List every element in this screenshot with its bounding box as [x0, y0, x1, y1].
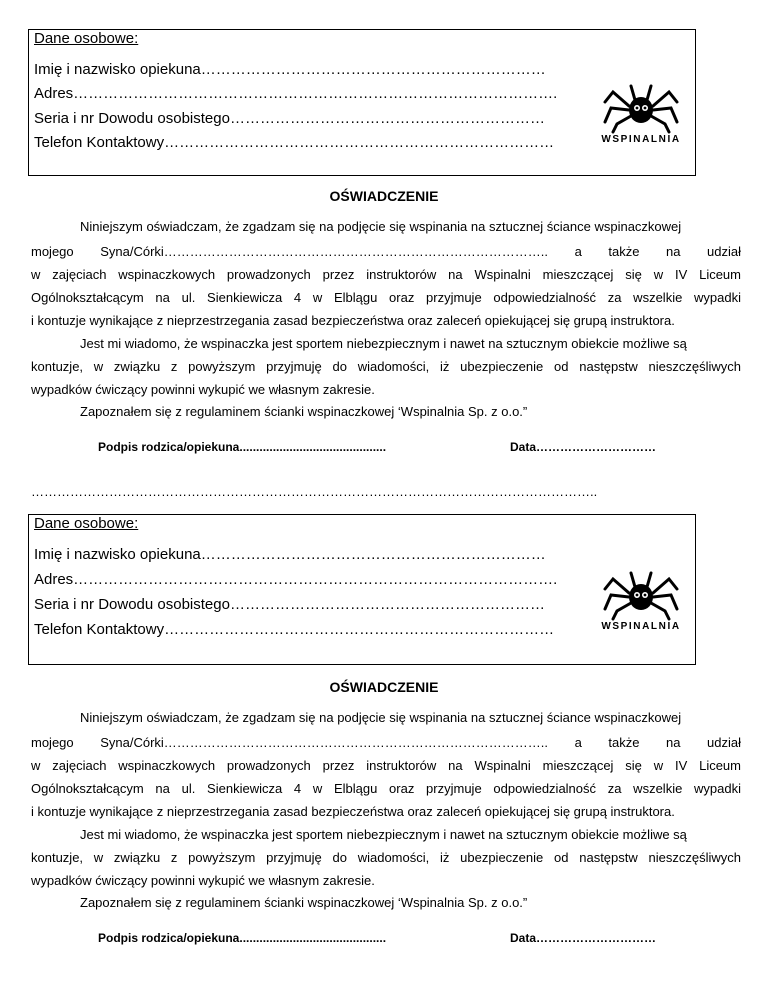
personal-data-header: Dane osobowe:: [34, 30, 139, 47]
guardian-name-field[interactable]: Imię i nazwisko opiekuna……………………………………………………………: [34, 546, 546, 563]
date-field[interactable]: Data…………………………: [510, 931, 657, 945]
parent-signature-field[interactable]: Podpis rodzica/opiekuna............................................: [98, 931, 387, 945]
statement-line: Jest mi wiadomo, że wspinaczka jest sportem niebezpiecznym i nawet na sztucznym obiekcie możliwe są: [80, 827, 687, 842]
statement-line: kontuzje, w związku z powyższym przyjmuję do wiadomości, iż ubezpieczenie od następstw nieszczęśliwych: [31, 850, 741, 865]
regulations-line: Zapoznałem się z regulaminem ścianki wspinaczkowej ‘Wspinalnia Sp. z o.o.”: [80, 404, 528, 419]
statement-line: Ogólnokształcącym na ul. Sienkiewicza 4 w Elblągu oraz przyjmuje odpowiedzialność za wszelkie wypadki: [31, 290, 741, 305]
statement-line: mojego Syna/Córki…………………………………………………………………………….. a także na udział: [31, 735, 741, 750]
regulations-line: Zapoznałem się z regulaminem ścianki wspinaczkowej ‘Wspinalnia Sp. z o.o.”: [80, 895, 528, 910]
logo-text: WSPINALNIA: [601, 134, 681, 145]
spider-icon: [591, 565, 691, 621]
cut-line: …………………………………………………………………………………………………………………..: [31, 484, 598, 499]
phone-field[interactable]: Telefon Kontaktowy……………………………………………………………………: [34, 621, 555, 638]
statement-line: mojego Syna/Córki…………………………………………………………………………….. a także na udział: [31, 244, 741, 259]
date-field[interactable]: Data…………………………: [510, 440, 657, 454]
statement-title: OŚWIADCZENIE: [329, 188, 439, 204]
statement-line: w zajęciach wspinaczkowych prowadzonych przez instruktorów na Wspinalni mieszczącej się w IV Liceum: [31, 758, 741, 773]
wspinalnia-logo: [591, 565, 691, 645]
parent-signature-field[interactable]: Podpis rodzica/opiekuna............................................: [98, 440, 387, 454]
statement-line: wypadków ćwiczący powinni wykupić we własnym zakresie.: [31, 873, 375, 888]
statement-line: w zajęciach wspinaczkowych prowadzonych przez instruktorów na Wspinalni mieszczącej się w IV Liceum: [31, 267, 741, 282]
address-field[interactable]: Adres…………………………………………………………………………………….: [34, 571, 558, 588]
statement-title: OŚWIADCZENIE: [329, 679, 439, 695]
personal-data-box-1: [28, 29, 696, 176]
address-field[interactable]: Adres…………………………………………………………………………………….: [34, 85, 558, 102]
logo-text: WSPINALNIA: [601, 621, 681, 632]
statement-line: kontuzje, w związku z powyższym przyjmuję do wiadomości, iż ubezpieczenie od następstw nieszczęśliwych: [31, 359, 741, 374]
statement-line: i kontuzje wynikające z nieprzestrzegania zasad bezpieczeństwa oraz zaleceń opiekującej się grupą instruktora.: [31, 313, 675, 328]
statement-line: i kontuzje wynikające z nieprzestrzegania zasad bezpieczeństwa oraz zaleceń opiekującej się grupą instruktora.: [31, 804, 675, 819]
personal-data-box-2: [28, 514, 696, 665]
id-number-field[interactable]: Seria i nr Dowodu osobistego………………………………………………………: [34, 110, 545, 127]
statement-line: Ogólnokształcącym na ul. Sienkiewicza 4 w Elblągu oraz przyjmuje odpowiedzialność za wszelkie wypadki: [31, 781, 741, 796]
phone-field[interactable]: Telefon Kontaktowy……………………………………………………………………: [34, 134, 555, 151]
id-number-field[interactable]: Seria i nr Dowodu osobistego………………………………………………………: [34, 596, 545, 613]
guardian-name-field[interactable]: Imię i nazwisko opiekuna……………………………………………………………: [34, 61, 546, 78]
spider-icon: [591, 78, 691, 134]
statement-line: Jest mi wiadomo, że wspinaczka jest sportem niebezpiecznym i nawet na sztucznym obiekcie możliwe są: [80, 336, 687, 351]
statement-line: Niniejszym oświadczam, że zgadzam się na podjęcie się wspinania na sztucznej ściance wspinaczkowej: [80, 710, 682, 725]
statement-line: wypadków ćwiczący powinni wykupić we własnym zakresie.: [31, 382, 375, 397]
personal-data-header: Dane osobowe:: [34, 515, 139, 532]
wspinalnia-logo: [591, 78, 691, 158]
statement-line: Niniejszym oświadczam, że zgadzam się na podjęcie się wspinania na sztucznej ściance wspinaczkowej: [80, 219, 682, 234]
